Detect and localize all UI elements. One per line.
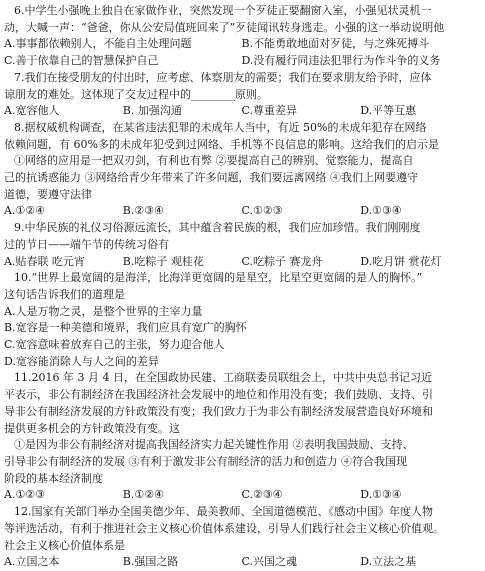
question-8 bbox=[4, 120, 479, 220]
question-8-line-5: 道德，要遵守法律 bbox=[4, 187, 92, 201]
question-8-option-a: A.①②④ bbox=[4, 204, 46, 218]
question-11-line-5: ①是因为非公有制经济对提高我国经济实力起关键性作用 ②表明我国鼓励、支持、 bbox=[14, 438, 414, 452]
question-8-option-b: B.②③④ bbox=[122, 204, 164, 218]
question-11-line-6: 引导非公有制经济的发展 ③有利于激发非公有制经济的活力和创造力 ④符合我国现 bbox=[4, 454, 407, 468]
question-8-line-4: 己的抗诱惑能力 ③网络给青少年带来了许多问题，我们要远离网络 ④我们上网要遵守 bbox=[4, 171, 418, 185]
question-11-options bbox=[4, 487, 479, 504]
question-10 bbox=[4, 270, 479, 370]
question-11-line-3: 导非公有制经济发展的方针政策没有变；我们致力于为非公有制经济发展营造良好环境和 bbox=[4, 404, 433, 418]
question-12 bbox=[4, 504, 479, 571]
question-12-line-2: 等评选活动，有利于推进社会主义核心价值体系建设，引导人们践行社会主义核心价值观。 bbox=[4, 521, 444, 535]
question-8-line-1: 8.据权威机构调查，在某省违法犯罪的未成年人当中，有近 50%的未成年犯存在网络 bbox=[14, 120, 427, 134]
question-6 bbox=[4, 3, 479, 70]
question-7 bbox=[4, 70, 479, 120]
question-6-option-b: B.不能勇敢地面对歹徒，与之殊死搏斗 bbox=[241, 37, 430, 51]
question-9-option-d: D.吃月饼 赏花灯 bbox=[360, 254, 442, 268]
question-6-options-row-2 bbox=[4, 53, 479, 70]
question-9-option-a: A.贴春联 吃元宵 bbox=[4, 254, 85, 268]
question-12-line-3: 社会主义核心价值体系是 bbox=[4, 538, 125, 552]
question-9-option-c: C.吃粽子 赛龙舟 bbox=[241, 254, 323, 268]
question-9-option-b: B.吃粽子 观桂花 bbox=[122, 254, 204, 268]
question-10-option-d: D.宽容能消除人与人之间的差异 bbox=[4, 354, 159, 368]
question-11 bbox=[4, 370, 479, 504]
question-10-option-c: C.宽容意味着放弃自己的主张，努力迎合他人 bbox=[4, 338, 225, 352]
question-8-line-3: ①网络的应用是一把双刃剑，有利也有弊 ②要提高自己的辨别、觉察能力，提高自 bbox=[14, 154, 414, 168]
question-8-line-2: 依赖问题，有 60%多的未成年犯受到过网络、手机等不良信息的影响。这给我们的启示是 bbox=[4, 137, 439, 151]
question-12-option-c: C.兴国之魂 bbox=[241, 555, 298, 569]
question-11-option-b: B.①②④ bbox=[122, 488, 164, 502]
question-7-options bbox=[4, 103, 479, 120]
question-7-line-1: 7.我们在接受朋友的付出时，应考虑、体察朋友的需要；我们在要求朋友给予时，应体 bbox=[14, 70, 432, 84]
question-11-line-1: 11.2016 年 3 月 4 日，在全国政协民建、工商联委员联组会上，中共中央总书记习近 bbox=[14, 371, 432, 385]
question-7-line-2: 谅朋友的难处。这体现了交友过程中的________原则。 bbox=[4, 87, 268, 101]
question-12-line-1: 12.国家有关部门举办全国美德少年、最美教师、全国道德模范、《感动中国》年度人物 bbox=[14, 505, 433, 519]
question-11-line-7: 阶段的基本经济制度 bbox=[4, 471, 103, 485]
question-11-option-a: A.①②③ bbox=[4, 488, 46, 502]
question-10-line-2: 这句话告诉我们的道理是 bbox=[4, 287, 125, 301]
question-11-line-4: 提供更多机会的方针政策没有变。这 bbox=[4, 421, 180, 435]
question-6-line-1: 6.中学生小强晚上独自在家做作业，突然发现一个歹徒正要翻窗入室，小强见状灵机一 bbox=[14, 4, 432, 17]
question-8-option-d: D.①③④ bbox=[360, 204, 402, 218]
question-11-line-2: 平表示，非公有制经济在我国经济社会发展中的地位和作用没有变；我们鼓励、支持、引 bbox=[4, 388, 433, 402]
question-12-options bbox=[4, 554, 479, 571]
question-9-options bbox=[4, 254, 479, 271]
question-6-option-d: D.没有履行同违法犯罪行为作斗争的义务 bbox=[241, 54, 441, 68]
question-12-option-d: D.立法之基 bbox=[360, 555, 417, 569]
question-7-option-c: C.尊重差异 bbox=[241, 104, 298, 118]
question-7-option-a: A.宽容他人 bbox=[4, 104, 60, 118]
question-9 bbox=[4, 220, 479, 270]
question-6-option-a: A.事事都依赖别人，不能自主处理问题 bbox=[4, 37, 192, 51]
question-7-option-b: B. 加强沟通 bbox=[122, 104, 182, 118]
question-9-line-1: 9.中华民族的礼仪习俗源远流长，其中蕴含着民族的根，我们应加珍惜。我们刚刚度 bbox=[14, 221, 421, 235]
question-12-option-a: A.立国之本 bbox=[4, 555, 60, 569]
question-6-option-c: C.善于依靠自己的智慧保护自己 bbox=[4, 54, 159, 68]
question-8-option-c: C.①②③ bbox=[241, 204, 283, 218]
question-6-line-2: 动，大喊一声：“爸爸，你从公安局值班回来了”歹徒闻讯转身逃走。小强的这一举动说明他 bbox=[4, 20, 445, 34]
question-12-option-b: B.强国之路 bbox=[122, 555, 179, 569]
question-10-option-b: B.宽容是一种美德和境界，我们应具有宽广的胸怀 bbox=[4, 321, 247, 335]
question-8-options bbox=[4, 203, 479, 220]
question-9-line-2: 过的节日——端午节的传统习俗有 bbox=[4, 237, 169, 251]
question-10-line-1: 10.“世界上最宽阔的是海洋，比海洋更宽阔的是星空，比星空更宽阔的是人的胸怀。” bbox=[14, 271, 423, 285]
question-7-option-d: D.平等互惠 bbox=[360, 104, 417, 118]
question-10-option-a: A.人是万物之灵，是整个世界的主宰力量 bbox=[4, 304, 203, 318]
question-6-options-row-1 bbox=[4, 36, 479, 53]
question-11-option-c: C.②③④ bbox=[241, 488, 283, 502]
question-11-option-d: D.①③④ bbox=[360, 488, 402, 502]
